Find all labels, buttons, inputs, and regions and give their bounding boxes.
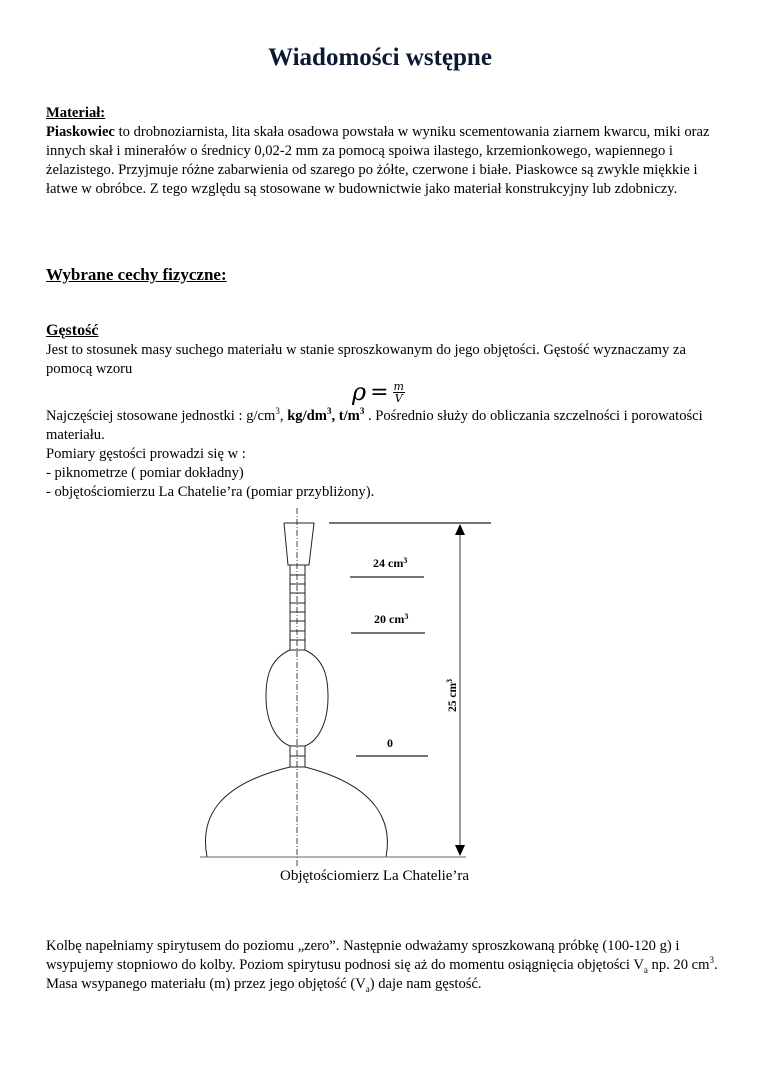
formula-numerator: m: [393, 379, 404, 393]
method-item: - piknometrze ( pomiar dokładny): [46, 465, 244, 481]
diagram-caption: Objętościomierz La Chatelie’ra: [280, 868, 470, 884]
procedure-text: . Masa wsypanego materiału (m) przez jego objętość (V: [46, 957, 718, 992]
units-paragraph: Najczęściej stosowane jednostki : $g/cm^3$, $kg/dm^3$, $t/m^3$ . Pośrednio służy do obliczania szczelności i porowatości materiału.: [46, 406, 703, 443]
density-heading: Gęstość: [46, 322, 99, 339]
unit-exponent: 3: [326, 406, 332, 417]
arrow-down-icon: [455, 845, 465, 856]
procedure-text: Kolbę napełniamy spirytusem do poziomu „zero”. Następnie odważamy sproszkowaną próbkę (100-120 g) i wsypujemy stopniowo do kolby. Poziom spirytusu podnosi się aż do momentu osiągnięcia objętości V: [46, 938, 680, 973]
units-suffix: . Pośrednio służy do obliczania szczelności i porowatości materiału.: [46, 408, 703, 443]
unit-t-m3: t/m: [338, 408, 360, 424]
procedure-paragraph: [46, 937, 736, 994]
funnel-icon: [284, 523, 314, 565]
exponent: 3: [709, 955, 715, 966]
material-term: Piaskowiec: [46, 124, 115, 140]
measure-intro: Pomiary gęstości prowadzi się w :: [46, 446, 246, 462]
subscript-a: a: [365, 983, 370, 994]
unit-exponent: 3: [359, 406, 365, 417]
formula-denominator: V: [394, 391, 403, 405]
subscript-a: a: [643, 964, 648, 975]
material-text: to drobnoziarnista, lita skała osadowa powstała w wyniku scementowania ziarnem kwarcu, miki oraz innych skał i minerałów o średnicy 0,02-2 mm za pomocą spoiwa ilastego, krzemionkowego, wapiennego i żelazistego. Przyjmuje różne zabarwienia od szarego po żółte, czerwone i białe. Piaskowce są zwykle miękkie i łatwe w obróbce. Z tego względu są stosowane w budownictwie jako materiał konstrukcyjny lub zdobniczy.: [46, 124, 710, 197]
label-zero: 0: [387, 736, 393, 750]
method-item: - objętościomierzu La Chatelie’ra (pomiar przybliżony).: [46, 484, 375, 500]
units-prefix: Najczęściej stosowane jednostki :: [46, 408, 247, 424]
unit-g-cm3: g/cm: [246, 408, 276, 424]
label-24-cm3: 24 $cm^3$: [373, 556, 408, 570]
flask-body-icon: [205, 767, 387, 857]
arrow-up-icon: [455, 524, 465, 535]
material-heading: Materiał:: [46, 105, 106, 121]
density-intro: Jest to stosunek masy suchego materiału w stanie sproszkowanym do jego objętości. Gęstość wyznaczamy za pomocą wzoru: [46, 342, 686, 377]
page-title: Wiadomości wstępne: [268, 44, 492, 71]
label-25-cm3: 25 $cm^3$: [445, 678, 459, 712]
procedure-text: np. 20 cm: [647, 957, 710, 973]
unit-kg-dm3: kg/dm: [287, 408, 327, 424]
procedure-text: ) daje nam gęstość.: [369, 976, 482, 992]
section-heading: Wybrane cechy fizyczne:: [46, 265, 227, 284]
formula-rho: ρ: [352, 378, 367, 406]
formula-equals: =: [370, 379, 389, 405]
unit-exponent: 3: [275, 406, 280, 417]
label-20-cm3: 20 $cm^3$: [374, 612, 409, 626]
